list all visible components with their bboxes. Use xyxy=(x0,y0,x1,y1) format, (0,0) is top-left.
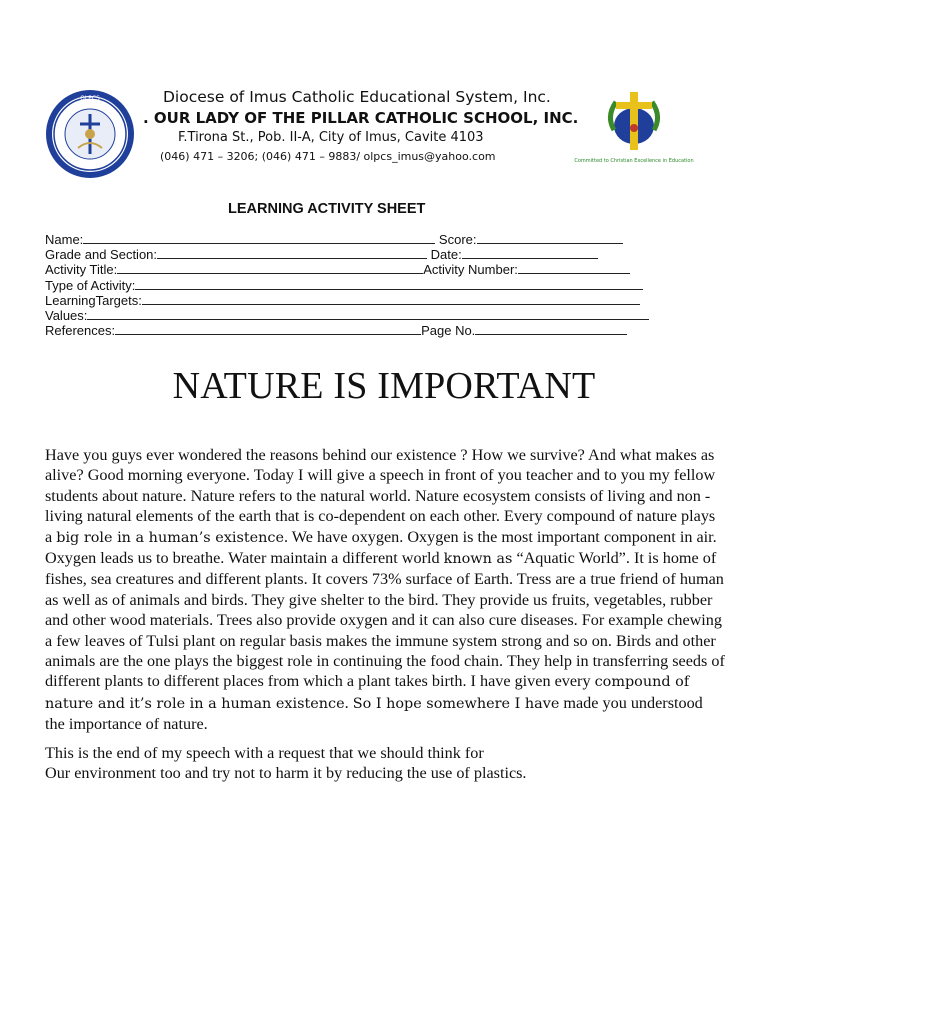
score-field[interactable] xyxy=(477,232,623,244)
page-no-label: Page No. xyxy=(421,323,476,339)
date-field[interactable] xyxy=(462,247,598,259)
activity-title-field[interactable] xyxy=(117,262,423,274)
text-span-alt-font: compound of nature and it’s role in a human existence xyxy=(45,674,690,712)
text-span: made you understood the importance of nature. xyxy=(45,693,703,734)
form-row-grade xyxy=(45,247,685,262)
text-span: “Aquatic World”. It is home of fishes, sea creatures and different plants. It covers 73% surface of Earth. Tress are a true friend of human as well as of animals and birds. They give shelter to the bird. They provide us fruits, vegetables, rubber and other wood materials. Trees also provide oxygen and it can also cure diseases. For example chewing a few leaves of Tulsi plant on regular basis makes the immune system strong and so on. Birds and other animals are the one plays the biggest role in continuing the food chain. They help in transferring seeds of different plants to different places from which a plant takes birth. I have given every xyxy=(45,549,725,691)
form-row-references xyxy=(45,323,685,338)
form-row-type xyxy=(45,278,685,293)
speech-body xyxy=(45,445,725,784)
sheet-title: LEARNING ACTIVITY SHEET xyxy=(228,201,426,217)
text-span: Our environment too and try not to harm it by reducing the use of plastics. xyxy=(45,764,527,783)
speech-title: NATURE IS IMPORTANT xyxy=(172,365,596,407)
references-label: References: xyxy=(45,323,116,339)
values-label: Values: xyxy=(45,307,88,323)
grade-section-field[interactable] xyxy=(157,247,427,259)
form-row-values xyxy=(45,308,685,323)
score-label: Score: xyxy=(438,232,477,247)
activity-form xyxy=(45,232,685,338)
text-span: Have you guys ever wondered the reasons behind our existence ? How we survive? And what makes as alive? Good morning everyone. Today I will give a speech in front of you teacher and to you my fellow students about nature. Nature refers to the natural world. Nature ecosystem consists of living and non - living natural elements of the earth that is co-dependent on each other. Every compound of nature plays a xyxy=(45,446,716,546)
svg-text:Committed to Christian Excelle: Committed to Christian Excellence in Education xyxy=(574,158,694,164)
activity-number-label: Activity Number: xyxy=(423,262,518,278)
svg-text:OLPCS: OLPCS xyxy=(80,95,100,102)
date-label: Date: xyxy=(430,247,462,263)
form-row-targets xyxy=(45,293,685,308)
learning-targets-field[interactable] xyxy=(142,293,640,305)
name-label: Name: xyxy=(45,232,84,247)
references-field[interactable] xyxy=(115,323,421,335)
header-contact: (046) 471 – 3206; (046) 471 – 9883/ olpcs_imus@yahoo.com xyxy=(160,150,496,163)
activity-title-label: Activity Title: xyxy=(45,262,118,278)
type-of-activity-field[interactable] xyxy=(135,278,643,290)
text-span-alt-font: known as xyxy=(443,551,513,568)
text-span-alt-font: So I hope somewhere I have xyxy=(352,695,560,712)
speech-paragraph-2 xyxy=(45,743,725,784)
name-field[interactable] xyxy=(83,232,435,244)
header-diocese: Diocese of Imus Catholic Educational System, Inc. xyxy=(163,88,551,106)
values-field[interactable] xyxy=(87,308,649,320)
speech-paragraph-1 xyxy=(45,445,725,735)
form-row-name xyxy=(45,232,685,247)
header-address: F.Tirona St., Pob. II-A, City of Imus, Cavite 4103 xyxy=(178,130,484,145)
text-span: . xyxy=(344,693,353,712)
grade-section-label: Grade and Section: xyxy=(45,247,158,263)
form-row-activity-title xyxy=(45,262,685,277)
school-seal-logo xyxy=(44,88,136,180)
text-span-alt-font: big role in a human’s existence xyxy=(56,529,284,546)
text-span: . We have oxygen. Oxygen is the most important component in air. Oxygen leads us to breathe. Water maintain a different world xyxy=(45,527,717,568)
learning-targets-label: LearningTargets: xyxy=(45,292,142,308)
header-school-name: . OUR LADY OF THE PILLAR CATHOLIC SCHOOL, INC. xyxy=(143,109,579,127)
activity-number-field[interactable] xyxy=(518,262,630,274)
page-no-field[interactable] xyxy=(475,323,627,335)
type-of-activity-label: Type of Activity: xyxy=(45,277,136,293)
text-span: This is the end of my speech with a request that we should think for xyxy=(45,743,484,762)
